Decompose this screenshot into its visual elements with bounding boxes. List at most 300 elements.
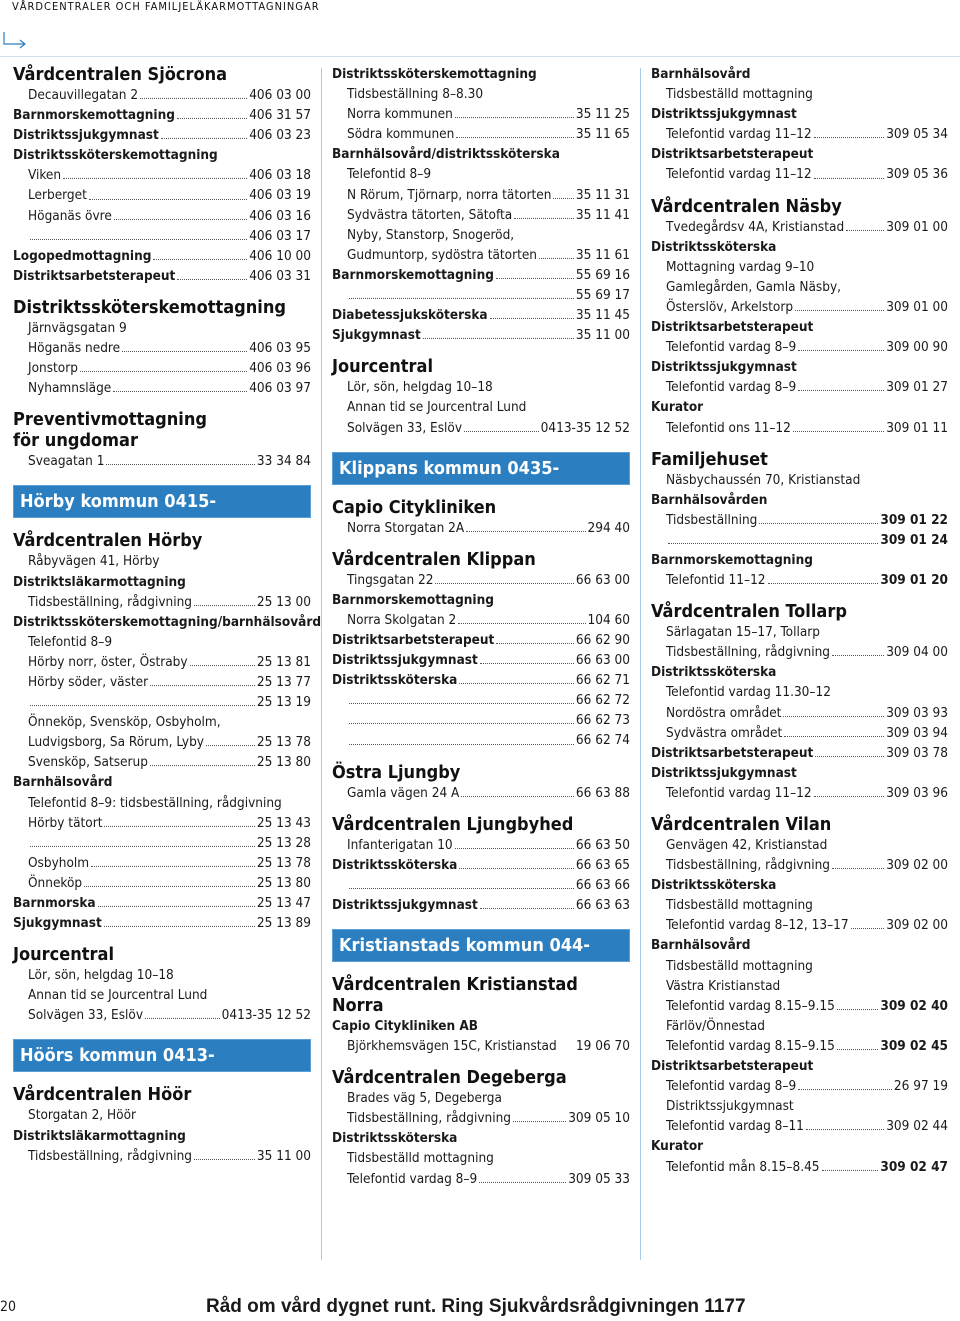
- directory-entry: [13, 592, 311, 612]
- page-header: VÅRDCENTRALER OCH FAMILJELÄKARMOTTAGNINGAR: [12, 0, 320, 13]
- entry-label: Tidsbeställd mottagning: [666, 897, 813, 914]
- entry-label: Höganäs nedre: [28, 340, 121, 357]
- phone-number: 25 13 28: [256, 834, 311, 851]
- section-title: Vårdcentralen Klippan: [332, 548, 536, 570]
- directory-entry: [332, 650, 630, 670]
- entry-label: Barnmorskemottagning: [332, 591, 494, 608]
- column-divider: [640, 68, 641, 1260]
- directory-entry: [332, 730, 630, 750]
- dot-leader: [793, 418, 884, 432]
- dot-leader: [98, 893, 255, 907]
- phone-number: 309 02 00: [886, 857, 948, 874]
- directory-entry: [651, 976, 948, 996]
- entry-label: Sjukgymnast: [332, 327, 421, 344]
- phone-number: 25 13 80: [256, 874, 311, 891]
- directory-entry: [13, 226, 311, 246]
- phone-number: 66 62 73: [575, 712, 630, 729]
- section-title: Vårdcentralen Vilan: [651, 814, 832, 835]
- directory-entry: [651, 956, 948, 976]
- entry-label: Solvägen 33, Eslöv: [347, 419, 463, 436]
- dot-leader: [114, 206, 247, 220]
- directory-entry: [651, 682, 948, 702]
- entry-label: Tidsbeställning: [666, 511, 758, 528]
- dot-leader: [30, 833, 255, 847]
- entry-label: Barnhälsovården: [651, 491, 768, 508]
- section-title: för ungdomar: [13, 430, 138, 452]
- entry-label: Järnvägsgatan 9: [28, 319, 127, 336]
- entry-label: Barnmorskemottagning: [13, 107, 175, 124]
- directory-entry: [13, 652, 311, 672]
- dot-leader: [194, 592, 255, 606]
- dot-leader: [668, 530, 878, 544]
- entry-label: Höganäs övre: [28, 207, 112, 224]
- directory-column-1: [13, 64, 322, 1166]
- directory-entry: [13, 145, 311, 165]
- phone-number: 66 63 00: [575, 571, 630, 588]
- directory-entry: [13, 1005, 311, 1025]
- entry-label: Distriktssjukgymnast: [666, 1098, 794, 1115]
- phone-number: 309 03 94: [886, 724, 948, 741]
- directory-entry: [651, 1116, 948, 1136]
- phone-number: 35 11 25: [575, 106, 630, 123]
- entry-label: Telefontid vardag 11–12: [666, 784, 812, 801]
- phone-number: 35 11 61: [575, 246, 630, 263]
- directory-entry: [13, 338, 311, 358]
- dot-leader: [759, 510, 878, 524]
- directory-entry: [651, 317, 948, 337]
- entry-label: Distriktsarbetsterapeut: [13, 267, 176, 284]
- phone-number: 25 13 89: [256, 915, 311, 932]
- entry-label: Tidsbeställning, rådgivning: [28, 1147, 192, 1164]
- dot-leader: [84, 873, 255, 887]
- phone-number: 66 62 71: [575, 672, 630, 689]
- entry-label: Infanterigatan 10: [347, 836, 453, 853]
- directory-entry: [332, 835, 630, 855]
- section-title: Vårdcentralen Ljungbyhed: [332, 813, 574, 835]
- phone-number: 35 11 31: [575, 186, 630, 203]
- directory-entry: [13, 165, 311, 185]
- entry-label: Telefontid vardag 8.15–9.15: [666, 997, 835, 1014]
- directory-entry: [332, 895, 630, 915]
- phone-number: 309 01 00: [886, 298, 948, 315]
- entry-label: Distriktssjukgymnast: [332, 896, 478, 913]
- directory-entry: [332, 84, 630, 104]
- entry-label: Råbyvägen 41, Hörby: [28, 553, 160, 570]
- dot-leader: [435, 570, 573, 584]
- phone-number: 66 63 00: [575, 652, 630, 669]
- directory-entry: [651, 1157, 948, 1177]
- phone-number: 35 11 45: [575, 307, 630, 324]
- header-rule: [0, 56, 960, 57]
- directory-entry: [13, 712, 311, 732]
- dot-leader: [349, 875, 574, 889]
- phone-number: 406 03 18: [249, 167, 311, 184]
- dot-leader: [464, 418, 539, 432]
- phone-number: 406 31 57: [249, 107, 311, 124]
- directory-entry: [651, 743, 948, 763]
- entry-label: Distriktssköterskemottagning/barnhälsovård: [13, 613, 322, 630]
- entry-label: Hörby norr, öster, Östraby: [28, 653, 188, 670]
- entry-label: Storgatan 2, Höör: [28, 1107, 136, 1124]
- entry-label: Annan tid se Jourcentral Lund: [28, 987, 208, 1004]
- dot-leader: [837, 996, 879, 1010]
- dot-leader: [479, 1169, 566, 1183]
- directory-entry: [332, 875, 630, 895]
- entry-label: Logopedmottagning: [13, 247, 152, 264]
- directory-entry: [651, 217, 948, 237]
- entry-label: Capio Citykliniken AB: [332, 1018, 479, 1034]
- dot-leader: [89, 185, 247, 199]
- dot-leader: [177, 266, 247, 280]
- directory-entry: [651, 164, 948, 184]
- dot-leader: [837, 1036, 879, 1050]
- directory-entry: [332, 855, 630, 875]
- entry-label: Telefontid 11–12: [666, 572, 766, 589]
- section-title: Distriktssköterskemottagning: [13, 296, 286, 318]
- directory-entry: [13, 732, 311, 752]
- entry-label: Osbyholm: [28, 854, 90, 871]
- directory-entry: [651, 996, 948, 1016]
- directory-entry: [332, 590, 630, 610]
- directory-entry: [13, 612, 322, 632]
- directory-entry: [332, 377, 630, 397]
- dot-leader: [122, 338, 247, 352]
- entry-label: Lör, sön, helgdag 10–18: [347, 379, 493, 396]
- phone-number: 309 04 00: [886, 644, 948, 661]
- directory-entry: [13, 105, 311, 125]
- directory-entry: [13, 358, 311, 378]
- dot-leader: [349, 710, 574, 724]
- dot-leader: [815, 743, 884, 757]
- phone-number: 0413-35 12 52: [540, 419, 630, 436]
- dot-leader: [514, 205, 574, 219]
- dot-leader: [783, 703, 884, 717]
- directory-entry: [651, 875, 948, 895]
- directory-entry: [651, 550, 948, 570]
- dot-leader: [349, 690, 574, 704]
- entry-label: Sveagatan 1: [28, 453, 105, 470]
- directory-entry: [332, 1148, 630, 1168]
- directory-entry: [651, 470, 948, 490]
- entry-label: Distriktsarbetsterapeut: [651, 319, 814, 336]
- entry-label: Telefontid vardag 11–12: [666, 166, 812, 183]
- directory-entry: [13, 965, 311, 985]
- dot-leader: [553, 185, 573, 199]
- phone-number: 406 03 31: [249, 267, 311, 284]
- phone-number: 309 05 36: [886, 166, 948, 183]
- dot-leader: [480, 895, 574, 909]
- phone-number: 0413-35 12 52: [221, 1007, 311, 1024]
- directory-entry: [651, 1036, 948, 1056]
- phone-number: 66 62 74: [575, 732, 630, 749]
- phone-number: 309 03 93: [886, 704, 948, 721]
- dot-leader: [423, 325, 574, 339]
- phone-number: 33 34 84: [256, 453, 311, 470]
- phone-number: 19 06 70: [575, 1038, 630, 1055]
- entry-label: Näsbychaussén 70, Kristianstad: [666, 471, 861, 488]
- dot-leader: [768, 570, 879, 584]
- entry-label: Österslöv, Arkelstorp: [666, 298, 794, 315]
- entry-label: Sjukgymnast: [13, 915, 102, 932]
- entry-label: Tidsbeställd mottagning: [666, 86, 813, 103]
- corner-arrow-icon: [0, 30, 30, 50]
- directory-entry: [651, 530, 948, 550]
- directory-entry: [13, 853, 311, 873]
- dot-leader: [456, 124, 574, 138]
- directory-entry: [651, 1056, 948, 1076]
- dot-leader: [190, 652, 255, 666]
- entry-label: Svensköp, Satserup: [28, 754, 148, 771]
- dot-leader: [104, 913, 255, 927]
- directory-entry: [651, 357, 948, 377]
- phone-number: 309 01 22: [880, 511, 948, 528]
- phone-number: 25 13 78: [256, 734, 311, 751]
- entry-label: Lör, sön, helgdag 10–18: [28, 967, 174, 984]
- directory-entry: [651, 763, 948, 783]
- dot-leader: [455, 104, 574, 118]
- phone-number: 309 00 90: [886, 339, 948, 356]
- directory-entry: [651, 703, 948, 723]
- section-title: Jourcentral: [13, 944, 114, 966]
- municipality-banner: Hörby kommun 0415-: [13, 485, 311, 518]
- directory-entry: [13, 185, 311, 205]
- entry-label: Distriktsläkarmottagning: [13, 1127, 186, 1144]
- phone-number: 309 01 00: [886, 218, 948, 235]
- dot-leader: [140, 85, 247, 99]
- entry-label: Barnmorskemottagning: [651, 551, 813, 568]
- directory-entry: [13, 692, 311, 712]
- entry-label: Tidsbeställning, rådgivning: [666, 857, 830, 874]
- dot-leader: [846, 217, 884, 231]
- directory-entry: [651, 783, 948, 803]
- entry-label: Tvedegårdsv 4A, Kristianstad: [666, 218, 845, 235]
- section-title: Familjehuset: [651, 448, 768, 470]
- dot-leader: [153, 246, 247, 260]
- entry-label: Gamlegården, Gamla Näsby,: [666, 278, 842, 295]
- phone-number: 66 62 90: [575, 631, 630, 648]
- dot-leader: [349, 285, 574, 299]
- entry-label: Distriktssjukgymnast: [651, 359, 797, 376]
- dot-leader: [513, 1108, 566, 1122]
- dot-leader: [798, 377, 884, 391]
- entry-label: Telefontid ons 11–12: [666, 419, 791, 436]
- directory-entry: [332, 690, 630, 710]
- entry-label: Lerberget: [28, 187, 87, 204]
- entry-label: Brades väg 5, Degeberga: [347, 1090, 502, 1107]
- directory-entry: [332, 570, 630, 590]
- dot-leader: [161, 125, 247, 139]
- directory-entry: [332, 185, 630, 205]
- directory-entry: [13, 378, 311, 398]
- directory-entry: [332, 630, 630, 650]
- directory-entry: [332, 305, 630, 325]
- column-divider: [321, 68, 322, 1260]
- entry-label: Sydvästra området: [666, 724, 783, 741]
- phone-number: 309 03 78: [886, 744, 948, 761]
- entry-label: Gudmuntorp, sydöstra tätorten: [347, 246, 538, 263]
- dot-leader: [113, 378, 247, 392]
- dot-leader: [194, 1146, 255, 1160]
- directory-entry: [13, 793, 311, 813]
- directory-entry: [651, 835, 948, 855]
- entry-label: Distriktssjukgymnast: [651, 764, 797, 781]
- phone-number: 35 11 41: [575, 206, 630, 223]
- directory-entry: [651, 915, 948, 935]
- entry-label: Barnmorska: [13, 895, 96, 911]
- directory-entry: [13, 266, 311, 286]
- phone-number: 309 05 34: [886, 126, 948, 143]
- directory-entry: [651, 570, 948, 590]
- footer-slogan: Råd om vård dygnet runt. Ring Sjukvårdsrådgivningen 1177: [206, 1296, 746, 1317]
- phone-number: 66 63 63: [575, 896, 630, 913]
- entry-label: Telefontid vardag 8–12, 13–17: [666, 917, 849, 934]
- directory-entry: [13, 893, 311, 913]
- directory-entry: [332, 164, 630, 184]
- dot-leader: [539, 245, 574, 259]
- directory-entry: [332, 225, 630, 245]
- directory-entry: [13, 1126, 311, 1146]
- municipality-banner: Klippans kommun 0435-: [332, 452, 630, 485]
- entry-label: Tidsbeställning, rådgivning: [666, 644, 830, 661]
- phone-number: 25 13 43: [256, 814, 311, 831]
- entry-label: Särlagatan 15–17, Tollarp: [666, 624, 821, 641]
- directory-entry: [651, 723, 948, 743]
- dot-leader: [795, 297, 884, 311]
- directory-entry: [13, 873, 311, 893]
- entry-label: Telefontid vardag 8–9: [666, 379, 797, 396]
- dot-leader: [91, 853, 255, 867]
- directory-entry: [651, 277, 948, 297]
- directory-entry: [332, 325, 630, 345]
- dot-leader: [150, 752, 255, 766]
- entry-label: Telefontid 8–9: tidsbeställning, rådgivning: [28, 794, 282, 811]
- directory-entry: [13, 125, 311, 145]
- phone-number: 55 69 16: [575, 266, 630, 283]
- dot-leader: [806, 1116, 884, 1130]
- dot-leader: [455, 835, 574, 849]
- phone-number: 66 63 66: [575, 876, 630, 893]
- directory-entry: [651, 124, 948, 144]
- section-title: Capio Citykliniken: [332, 496, 497, 518]
- section-title: Jourcentral: [332, 356, 433, 378]
- section-title: Östra Ljungby: [332, 761, 461, 783]
- entry-label: Telefontid vardag 11–12: [666, 126, 812, 143]
- dot-leader: [466, 518, 585, 532]
- directory-entry: [651, 935, 948, 955]
- phone-number: 406 03 96: [249, 360, 311, 377]
- dot-leader: [798, 337, 884, 351]
- directory-entry: [332, 670, 630, 690]
- dot-leader: [832, 855, 884, 869]
- entry-label: Distriktsarbetsterapeut: [651, 744, 814, 761]
- directory-column-3: [651, 64, 948, 1177]
- dot-leader: [461, 783, 574, 797]
- directory-entry: [651, 1076, 948, 1096]
- entry-label: Kurator: [651, 399, 704, 416]
- phone-number: 406 03 97: [249, 380, 311, 397]
- phone-number: 35 11 00: [575, 327, 630, 344]
- entry-label: Norra Storgatan 2A: [347, 519, 465, 536]
- entry-label: Norra Skolgatan 2: [347, 611, 457, 628]
- entry-label: Distriktsläkarmottagning: [13, 573, 186, 590]
- directory-entry: [651, 84, 948, 104]
- entry-label: Björkhemsvägen 15C, Kristianstad: [347, 1038, 557, 1055]
- dot-leader: [814, 783, 885, 797]
- directory-entry: [332, 418, 630, 438]
- dot-leader: [490, 305, 574, 319]
- entry-label: Distriktssköterska: [651, 238, 777, 255]
- directory-entry: [651, 1016, 948, 1036]
- dot-leader: [63, 165, 247, 179]
- phone-number: 309 02 45: [880, 1037, 948, 1054]
- directory-entry: [13, 551, 311, 571]
- phone-number: 309 01 24: [880, 531, 948, 548]
- phone-number: 25 13 81: [256, 653, 311, 670]
- entry-label: Telefontid vardag 8–9: [666, 339, 797, 356]
- section-title: Vårdcentralen Näsby: [651, 195, 842, 217]
- dot-leader: [496, 265, 574, 279]
- directory-entry: [651, 64, 948, 84]
- municipality-banner: Kristianstads kommun 044-: [332, 929, 630, 962]
- entry-label: Distriktssköterska: [332, 856, 458, 873]
- directory-entry: [13, 913, 311, 933]
- dot-leader: [80, 358, 247, 372]
- dot-leader: [104, 813, 254, 827]
- entry-label: Barnhälsovård: [13, 774, 113, 791]
- phone-number: 406 03 17: [249, 227, 311, 244]
- directory-entry: [332, 144, 630, 164]
- directory-entry: [13, 85, 311, 105]
- directory-entry: [651, 337, 948, 357]
- entry-label: Ludvigsborg, Sa Rörum, Lyby: [28, 734, 204, 751]
- entry-label: Önneköp, Svensköp, Osbyholm,: [28, 714, 221, 731]
- phone-number: 25 13 77: [256, 673, 311, 690]
- entry-label: Sydvästra tätorten, Sätofta: [347, 206, 513, 223]
- entry-label: Viken: [28, 167, 62, 184]
- page-number: 20: [0, 1299, 17, 1315]
- dot-leader: [177, 105, 247, 119]
- directory-entry: [332, 285, 630, 305]
- directory-entry: [651, 490, 948, 510]
- entry-label: Tingsgatan 22: [347, 571, 434, 588]
- phone-number: 309 05 33: [568, 1170, 630, 1187]
- entry-label: Västra Kristianstad: [666, 977, 781, 994]
- directory-entry: [651, 377, 948, 397]
- entry-label: Telefontid 8–9: [28, 633, 113, 650]
- phone-number: 406 03 19: [249, 187, 311, 204]
- directory-entry: [13, 833, 311, 853]
- directory-column-2: [332, 64, 630, 1189]
- directory-entry: [13, 813, 311, 833]
- phone-number: 406 03 00: [249, 87, 311, 103]
- directory-entry: [651, 895, 948, 915]
- phone-number: 25 13 19: [256, 694, 311, 711]
- phone-number: 26 97 19: [893, 1078, 948, 1095]
- entry-label: Kurator: [651, 1138, 704, 1155]
- directory-entry: [332, 205, 630, 225]
- entry-label: Distriktssjukgymnast: [332, 652, 478, 669]
- directory-entry: [651, 1136, 948, 1156]
- dot-leader: [150, 672, 255, 686]
- dot-leader: [145, 1005, 220, 1019]
- phone-number: 309 01 11: [886, 419, 948, 436]
- entry-label: Distriktsarbetsterapeut: [332, 631, 495, 648]
- directory-entry: [651, 622, 948, 642]
- dot-leader: [822, 1157, 879, 1171]
- directory-entry: [651, 855, 948, 875]
- entry-label: Färlöv/Önnestad: [666, 1017, 765, 1034]
- phone-number: 25 13 78: [256, 854, 311, 871]
